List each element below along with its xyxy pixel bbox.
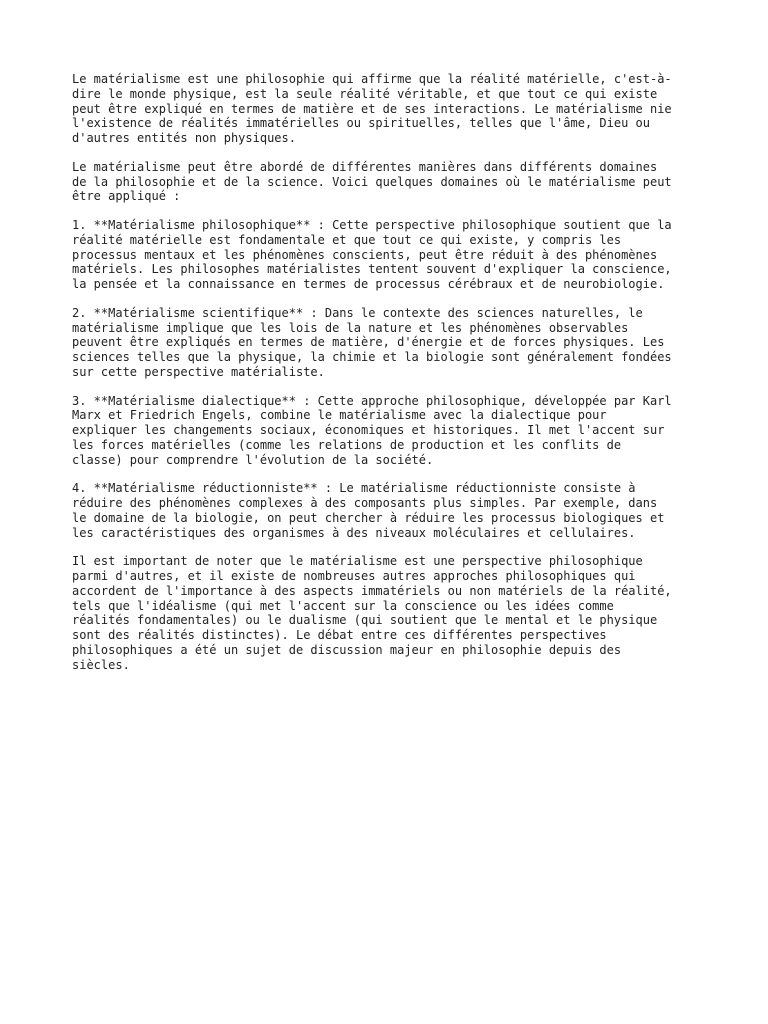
list-item-scientific: 2. **Matérialisme scientifique** : Dans le contexte des sciences naturelles, le matérialisme implique que les lois de la nature et les phénomènes observables peuvent être expliqués en termes de matière, d'énergie et de forces physiques. Les sciences telles que la physique, la chimie et la biologie sont généralement fondées sur cette perspective matérialiste. bbox=[72, 305, 672, 379]
list-item-reductionist: 4. **Matérialisme réductionniste** : Le matérialisme réductionniste consiste à réduire des phénomènes complexes à des composants plus simples. Par exemple, dans le domaine de la biologie, on peut chercher à réduire les processus biologiques et les caractéristiques des organismes à des niveaux moléculaires et cellulaires. bbox=[72, 481, 665, 540]
list-item-dialectical: 3. **Matérialisme dialectique** : Cette approche philosophique, développée par Karl Marx et Friedrich Engels, combine le matérialisme avec la dialectique pour expliquer les changements sociaux, économiques et historiques. Il met l'accent sur les forces matérielles (comme les relations de production et les conflits de classe) pour comprendre l'évolution de la société. bbox=[72, 393, 672, 467]
intro-paragraph: Le matérialisme est une philosophie qui affirme que la réalité matérielle, c'est-à- dire le monde physique, est la seule réalité véritable, et que tout ce qui existe peut être expliqué en termes de matière et de ses interactions. Le matérialisme nie l'existence de réalités immatérielles ou spirituelles, telles que l'âme, Dieu ou d'autres entités non physiques. bbox=[72, 72, 672, 145]
document-page bbox=[72, 72, 702, 686]
conclusion-paragraph: Il est important de noter que le matérialisme est une perspective philosophique parmi d'autres, et il existe de nombreuses autres approches philosophiques qui accordent de l'importance à des aspects immatériels ou non matériels de la réalité, tels que l'idéalisme (qui met l'accent sur la conscience ou les idées comme réalités fondamentales) ou le dualisme (qui soutient que le mental et le physique sont des réalités distinctes). Le débat entre ces différentes perspectives philosophiques a été un sujet de discussion majeur en philosophie depuis des siècles. bbox=[72, 554, 672, 672]
list-item-philosophical: 1. **Matérialisme philosophique** : Cette perspective philosophique soutient que la réalité matérielle est fondamentale et que tout ce qui existe, y compris les processus mentaux et les phénomènes conscients, peut être réduit à des phénomènes matériels. Les philosophes matérialistes tentent souvent d'expliquer la conscience, la pensée et la connaissance en termes de processus cérébraux et de neurobiologie. bbox=[72, 218, 672, 291]
domains-intro-paragraph: Le matérialisme peut être abordé de différentes manières dans différents domaines de la philosophie et de la science. Voici quelques domaines où le matérialisme peut être appliqué : bbox=[72, 159, 672, 204]
